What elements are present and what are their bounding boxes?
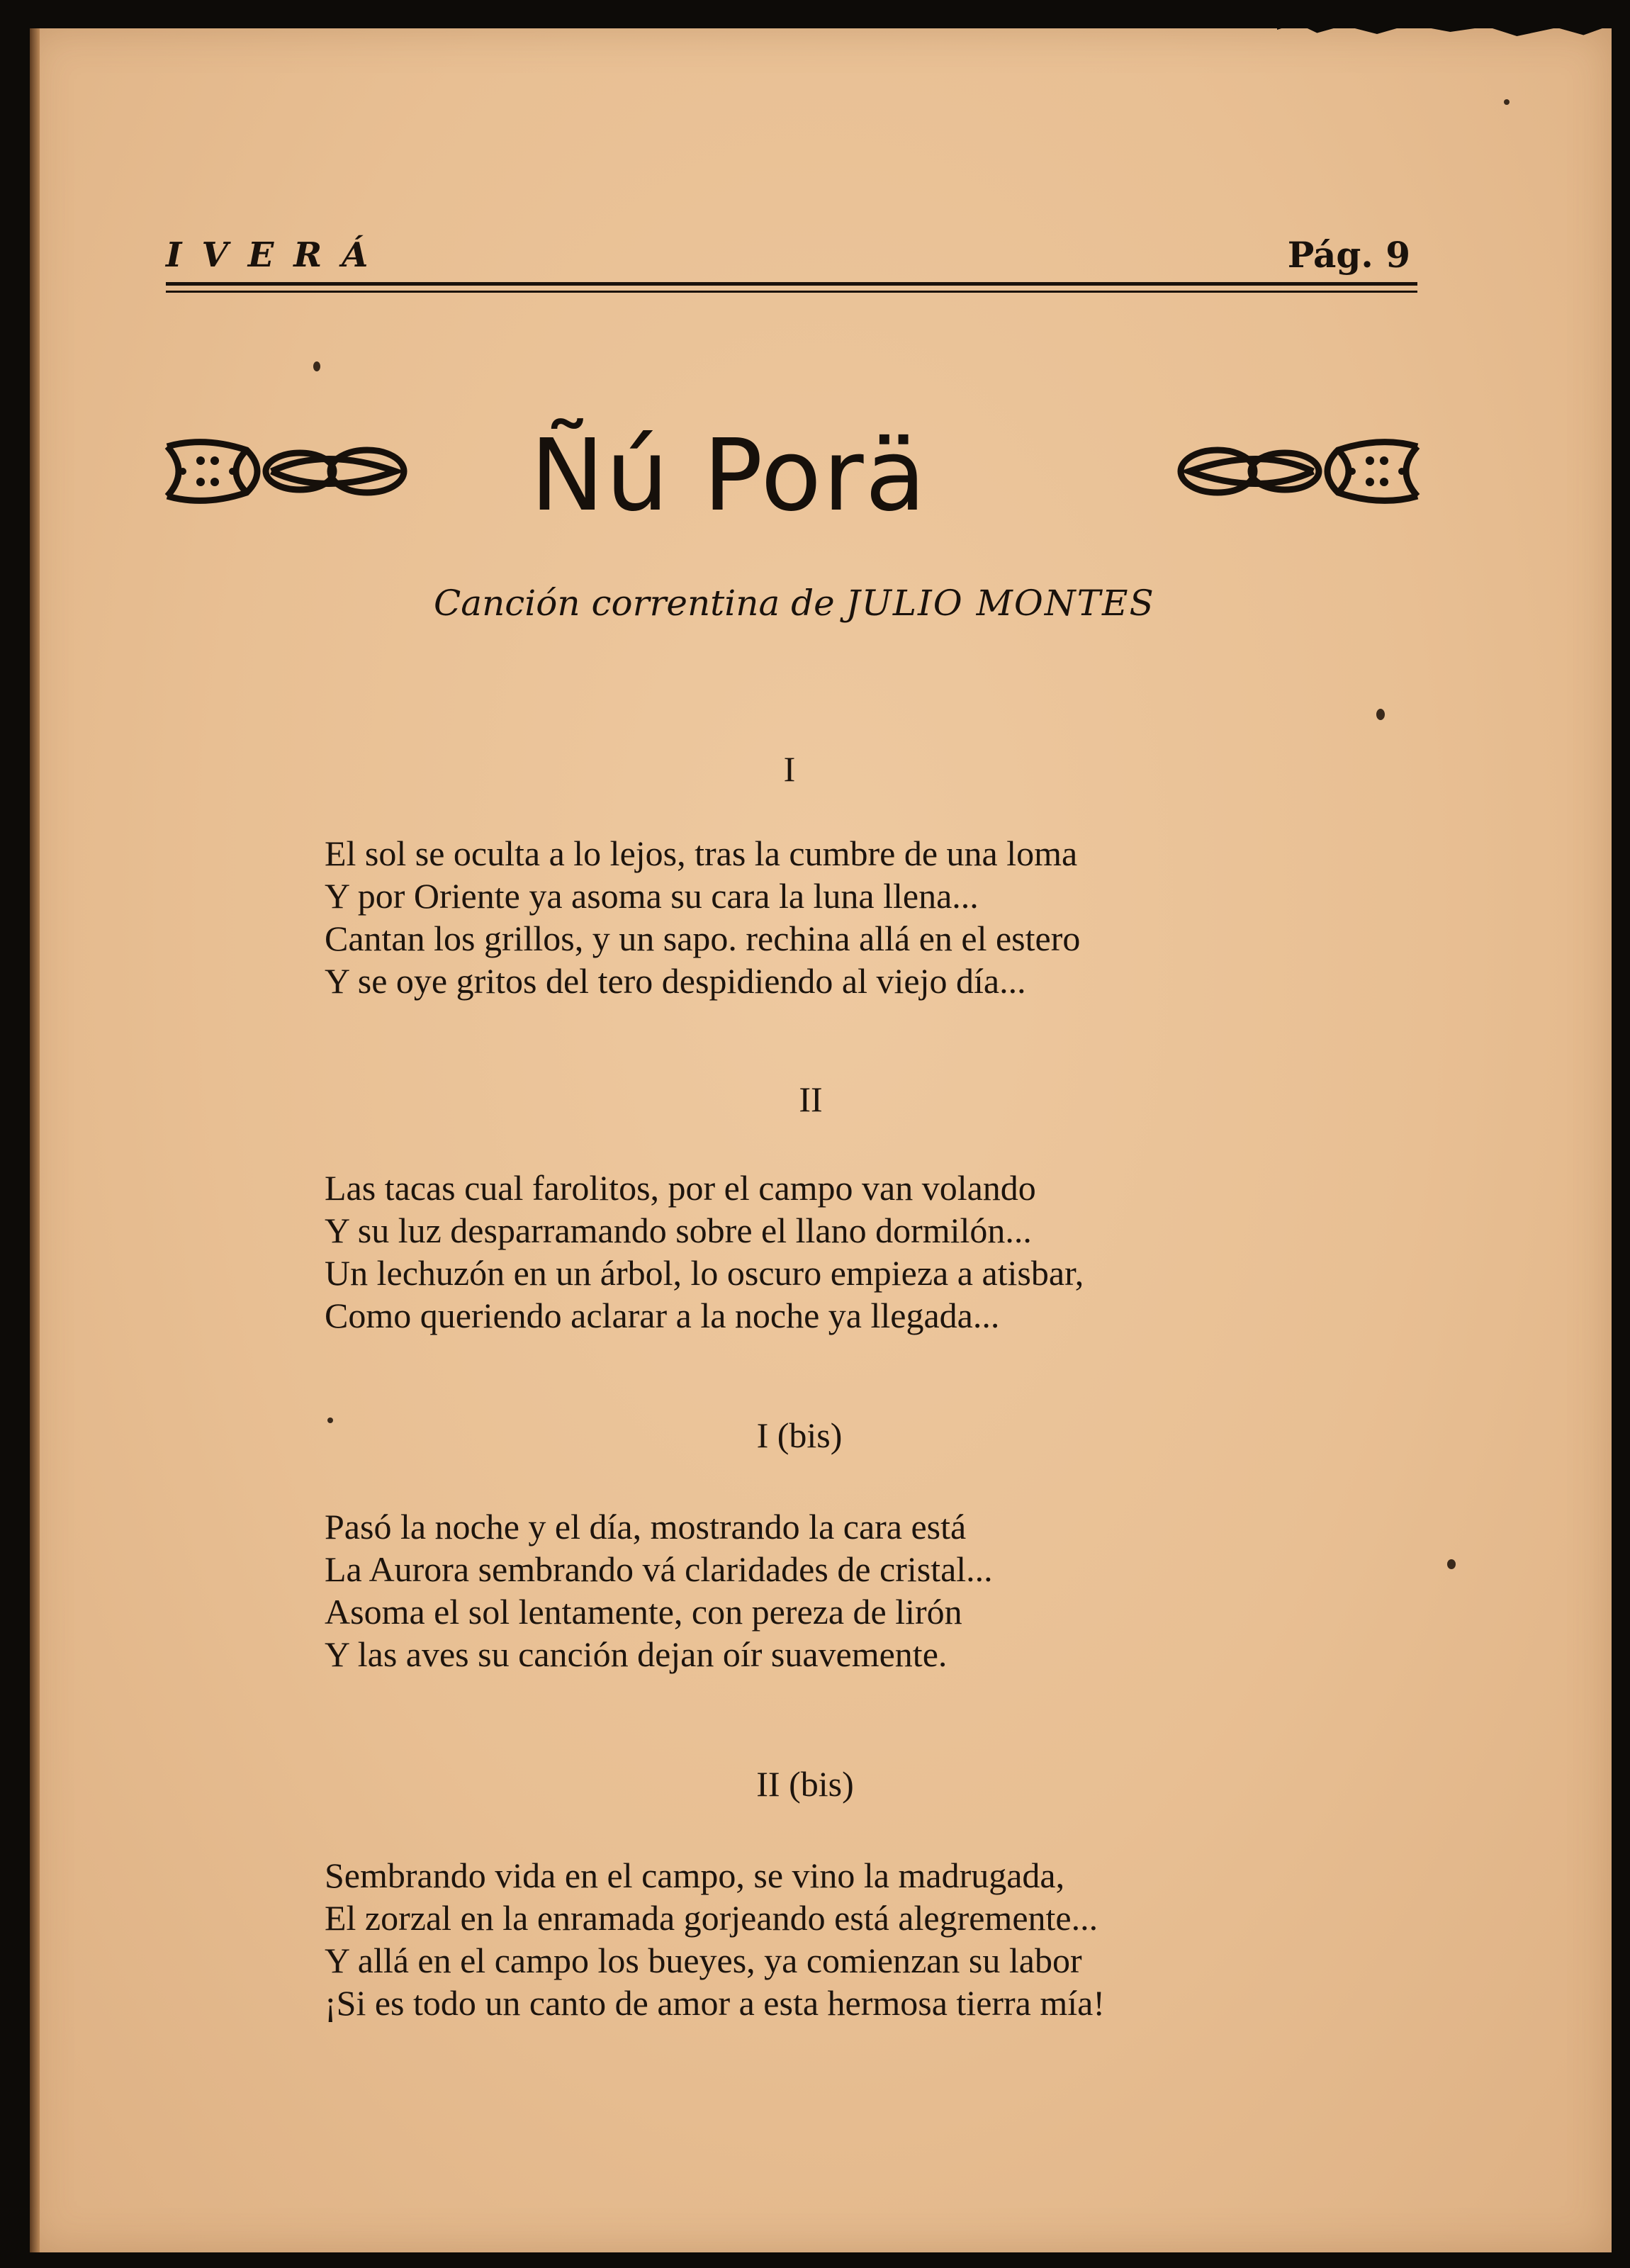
stanza-heading: II [799,1079,823,1119]
verse-line: Y se oye gritos del tero despidiendo al viejo día... [325,961,1026,1001]
verse-line: Como queriendo aclarar a la noche ya llegada... [325,1296,1000,1335]
page-spine-shadow [30,28,40,2252]
ornament-left-icon [162,432,417,510]
verse-line: Y su luz desparramando sobre el llano dormilón... [325,1211,1032,1250]
header-rule-thick [166,282,1417,286]
stanza-2 [325,1167,1084,1337]
stanza-heading: II (bis) [756,1764,854,1804]
verse-line: El sol se oculta a lo lejos, tras la cumbre de una loma [325,833,1078,873]
poem-subtitle [434,583,1155,624]
verse-line: Un lechuzón en un árbol, lo oscuro empieza a atisbar, [325,1253,1084,1293]
paper-speck [1447,1559,1456,1569]
stanza-3 [325,1505,993,1675]
poem-title: Ñú Porä [530,418,928,534]
verse-line: ¡Si es todo un canto de amor a esta hermosa tierra mía! [325,1983,1106,2023]
paper-speck [1376,709,1385,720]
torn-edge [1277,21,1610,43]
verse-line: Las tacas cual farolitos, por el campo van volando [325,1168,1036,1208]
verse-line: Sembrando vida en el campo, se vino la madrugada, [325,1856,1065,1895]
stanza-heading: I [783,749,796,789]
author-name: JULIO MONTES [845,583,1155,624]
header-rule-thin [166,291,1417,293]
title-row [162,418,1423,534]
verse-line: Cantan los grillos, y un sapo. rechina allá en el estero [325,919,1081,958]
stanza-1 [325,832,1080,1002]
stanza-heading: I (bis) [756,1415,843,1455]
page-number: Pág. 9 [1287,234,1410,276]
paper-speck [327,1418,333,1423]
journal-name: IVERÁ [166,235,388,275]
verse-line: Y allá en el campo los bueyes, ya comienzan su labor [325,1941,1082,1980]
verse-line: La Aurora sembrando vá claridades de cristal... [325,1549,993,1589]
verse-line: El zorzal en la enramada gorjeando está alegremente... [325,1898,1098,1938]
page-sheet [30,28,1612,2252]
verse-line: Pasó la noche y el día, mostrando la cara está [325,1507,967,1546]
subtitle-prefix: Canción correntina de [434,583,835,624]
verse-line: Asoma el sol lentamente, con pereza de lirón [325,1592,962,1632]
paper-speck [313,361,320,371]
stanza-4 [325,1854,1105,2024]
paper-speck [1504,99,1510,105]
verse-line: Y las aves su canción dejan oír suavemente. [325,1634,948,1674]
verse-line: Y por Oriente ya asoma su cara la luna llena... [325,876,979,916]
ornament-right-icon [1168,432,1423,510]
